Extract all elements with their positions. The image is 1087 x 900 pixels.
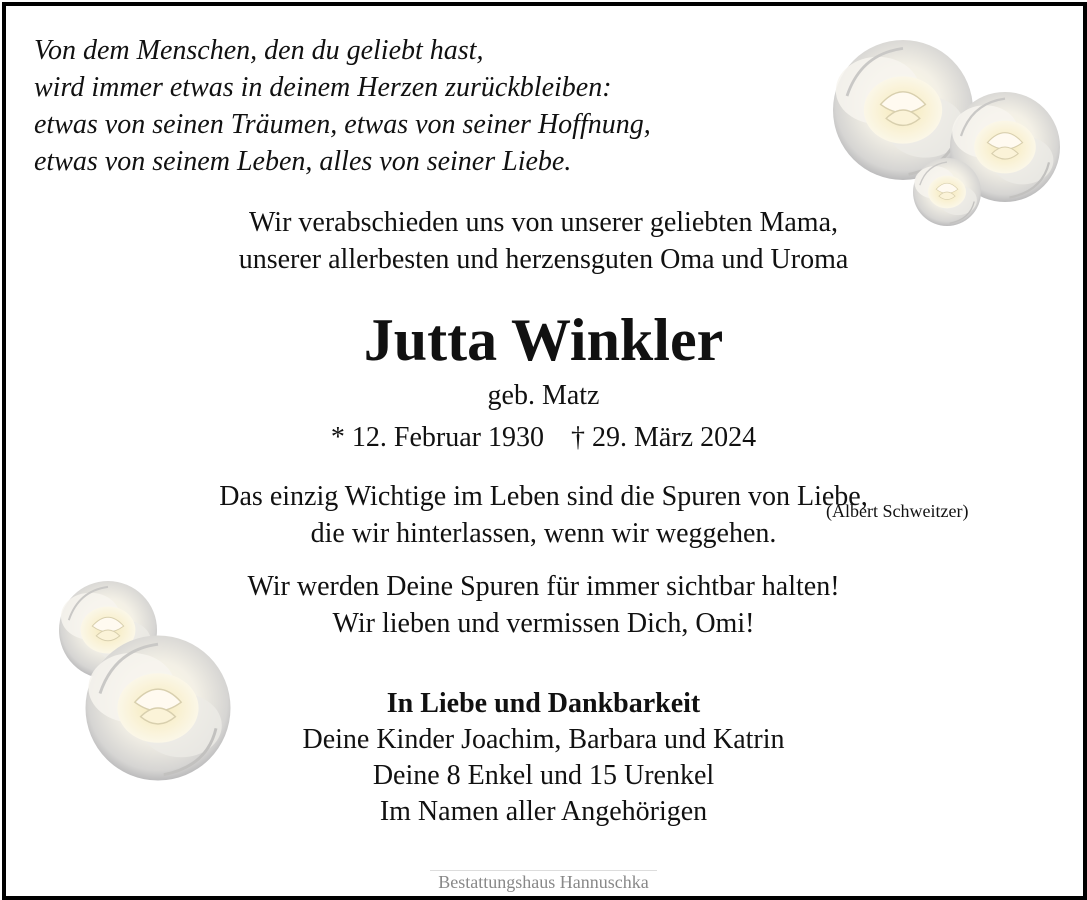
opening-poem [34,32,651,180]
poem-line: wird immer etwas in deinem Herzen zurückbleiben: [34,72,612,103]
maiden-name: geb. Matz [487,380,600,411]
poem-line: Von dem Menschen, den du geliebt hast, [34,35,484,66]
farewell-intro [0,204,1087,278]
birth-date: * 12. Februar 1930 [330,422,544,453]
promise-line: Wir lieben und vermissen Dich, Omi! [332,608,755,639]
signature-line: Im Namen aller Angehörigen [379,796,708,827]
footer [0,870,1087,893]
funeral-home-label: Bestattungshaus Hannuschka [430,870,656,893]
poem-line: etwas von seinen Träumen, etwas von seiner Hoffnung, [34,109,651,140]
death-date: † 29. März 2024 [571,422,757,453]
quote-line: Das einzig Wichtige im Leben sind die Spuren von Liebe, [219,481,868,512]
promise-line: Wir werden Deine Spuren für immer sichtbar halten! [247,571,840,602]
closing-signature [0,686,1087,830]
deceased-name: Jutta Winkler [363,307,724,373]
intro-line: Wir verabschieden uns von unserer geliebten Mama, [249,207,838,238]
intro-line: unserer allerbesten und herzensguten Oma und Uroma [238,244,849,275]
closing-heading: In Liebe und Dankbarkeit [386,688,701,719]
life-dates [0,420,1087,456]
roses-decoration-top [825,22,1065,232]
signature-line: Deine 8 Enkel und 15 Urenkel [372,760,715,791]
quote-line: die wir hinterlassen, wenn wir weggehen. [310,518,777,549]
signature-line: Deine Kinder Joachim, Barbara und Katrin [302,724,785,755]
poem-line: etwas von seinem Leben, alles von seiner Liebe. [34,146,572,177]
quote-author: (Albert Schweitzer) [826,501,969,521]
